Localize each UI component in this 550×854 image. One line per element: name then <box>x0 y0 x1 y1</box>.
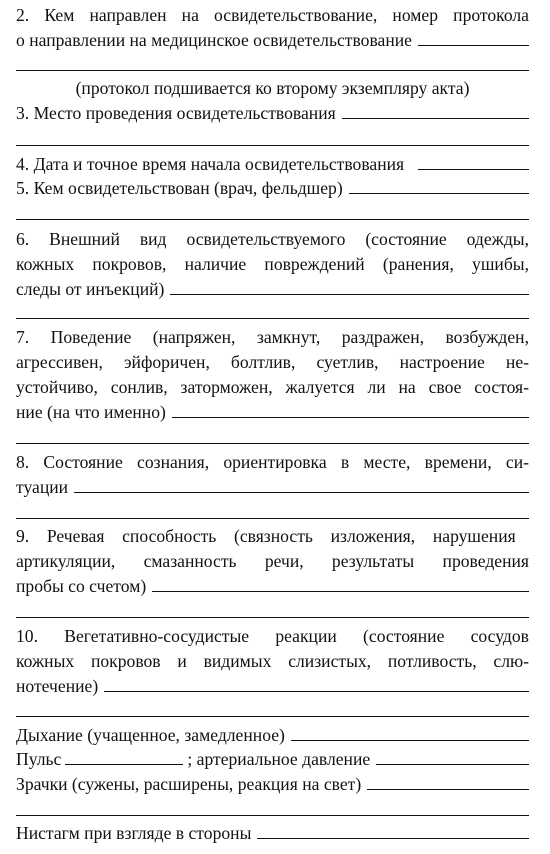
s10-line3-text: нотечение) <box>16 676 99 696</box>
s9-line3-text: пробы со счетом) <box>16 576 147 596</box>
appearance-field[interactable] <box>170 277 529 295</box>
s6-line2-text: кожных покровов, наличие повреждений (ранения, ушибы, <box>16 254 529 274</box>
s10-line2-text: кожных покровов и видимых слизистых, потливость, слю- <box>16 651 529 671</box>
s7-line1-text: 7. Поведение (напряжен, замкнут, раздражен, возбужден, <box>16 327 529 347</box>
breathing-line <box>16 723 529 747</box>
s5-line1 <box>16 176 529 200</box>
s4-line1 <box>16 152 529 176</box>
referral-protocol-field[interactable] <box>418 28 529 46</box>
s10-line1 <box>16 624 529 648</box>
s9-line2-text: артикуляции, смазанность речи, результаты проведения <box>16 551 529 571</box>
s4-line1-text: 4. Дата и точное время начала освидетельствования <box>16 154 405 174</box>
examiner-field-line2[interactable] <box>16 219 529 220</box>
nystagmus-line <box>16 821 529 845</box>
nystagmus-field[interactable] <box>257 821 529 839</box>
referral-protocol-field-line2[interactable] <box>16 70 529 71</box>
s6-line3 <box>16 277 529 301</box>
s7-line3 <box>16 375 529 399</box>
s6-line1 <box>16 227 529 251</box>
consciousness-field[interactable] <box>74 475 529 493</box>
s5-line1-text: 5. Кем освидетельствован (врач, фельдшер) <box>16 178 343 198</box>
behavior-field[interactable] <box>172 400 529 418</box>
breathing-label: Дыхание (учащенное, замедленное) <box>16 725 285 745</box>
consciousness-field-line2[interactable] <box>16 518 529 519</box>
exam-datetime-field[interactable] <box>418 152 529 170</box>
s7-line3-text: устойчиво, сонлив, заторможен, жалуется ли на свое состоя- <box>16 377 529 397</box>
s2-line1-text: 2. Кем направлен на освидетельствование, номер протокола <box>16 5 529 25</box>
s2-note-text: (протокол подшивается ко второму экземпляру акта) <box>75 78 470 98</box>
s2-note <box>16 76 529 100</box>
behavior-field-line2[interactable] <box>16 443 529 444</box>
s9-line3 <box>16 574 529 598</box>
speech-field[interactable] <box>152 574 529 592</box>
s7-line2-text: агрессивен, эйфоричен, болтлив, суетлив, настроение не- <box>16 352 529 372</box>
s8-line2-text: туации <box>16 477 69 497</box>
pulse-line <box>16 747 529 771</box>
examiner-field[interactable] <box>349 176 529 194</box>
s8-line1-text: 8. Состояние сознания, ориентировка в месте, времени, си- <box>16 452 529 472</box>
appearance-field-line2[interactable] <box>16 318 529 319</box>
pressure-label: ; артериальное давление <box>187 749 371 769</box>
s2-line2 <box>16 28 529 52</box>
s7-line1 <box>16 325 529 349</box>
pupils-field-line2[interactable] <box>16 815 529 816</box>
pupils-line <box>16 772 529 796</box>
s6-line2 <box>16 252 529 276</box>
s8-line1 <box>16 450 529 474</box>
vegetative-field-line2[interactable] <box>16 716 529 717</box>
s6-line1-text: 6. Внешний вид освидетельствуемого (состояние одежды, <box>16 229 529 249</box>
s6-line3-text: следы от инъекций) <box>16 279 165 299</box>
s10-line3 <box>16 674 529 698</box>
speech-field-line2[interactable] <box>16 617 529 618</box>
s2-line2-text: о направлении на медицинское освидетельствование <box>16 30 412 50</box>
pulse-label: Пульс <box>16 749 62 769</box>
nystagmus-label: Нистагм при взгляде в стороны <box>16 823 252 843</box>
exam-place-field[interactable] <box>342 101 529 119</box>
s10-line1-text: 10. Вегетативно-сосудистые реакции (состояние сосудов <box>16 626 529 646</box>
s9-line1 <box>16 524 529 548</box>
s8-line2 <box>16 475 529 499</box>
pupils-field[interactable] <box>367 772 529 790</box>
pupils-label: Зрачки (сужены, расширены, реакция на свет) <box>16 774 362 794</box>
s3-line1-text: 3. Место проведения освидетельствования <box>16 103 336 123</box>
s10-line2 <box>16 649 529 673</box>
pulse-field[interactable] <box>65 747 183 765</box>
s3-line1 <box>16 101 529 125</box>
s7-line4-text: ние (на что именно) <box>16 402 166 422</box>
s7-line4 <box>16 400 529 424</box>
vegetative-field[interactable] <box>104 674 529 692</box>
exam-place-field-line2[interactable] <box>16 145 529 146</box>
s7-line2 <box>16 350 529 374</box>
s9-line2 <box>16 549 529 573</box>
s9-line1-text: 9. Речевая способность (связность изложения, нарушения <box>16 526 516 546</box>
pressure-field[interactable] <box>376 747 529 765</box>
breathing-field[interactable] <box>291 723 529 741</box>
s2-line1 <box>16 3 529 27</box>
